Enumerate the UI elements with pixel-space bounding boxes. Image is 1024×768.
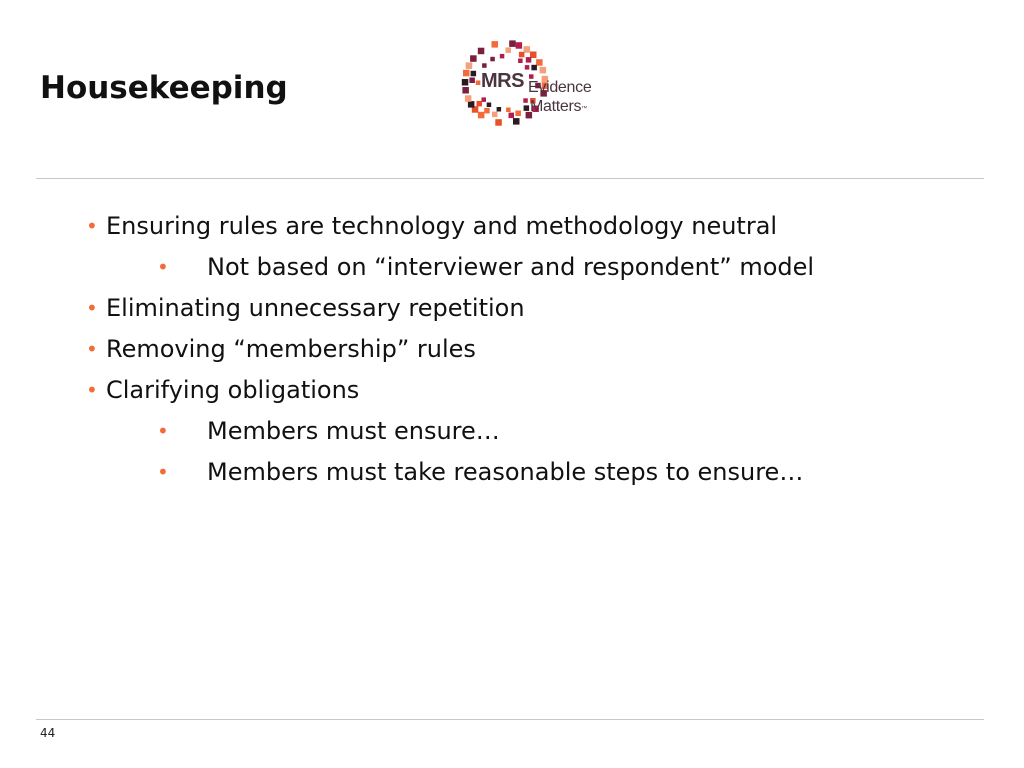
- logo-tagline-line2: [530, 98, 587, 116]
- bullet-marker: •: [157, 255, 169, 279]
- logo-mosaic-tile: [492, 41, 499, 48]
- logo-mosaic-tile: [497, 107, 502, 112]
- logo-mosaic-tile: [509, 113, 515, 119]
- bullet-marker: •: [86, 337, 98, 361]
- logo-mosaic-tile: [477, 101, 483, 107]
- logo-mosaic-tile: [515, 111, 521, 117]
- logo-mosaic-tile: [490, 57, 495, 62]
- bullet-item: [0, 289, 1024, 330]
- bullet-marker: •: [86, 214, 98, 238]
- bullet-text: Members must ensure…: [207, 417, 500, 445]
- logo-mosaic-tile: [513, 118, 520, 125]
- logo-tagline-line1: Evidence: [528, 79, 592, 96]
- logo-mosaic-tile: [478, 112, 485, 119]
- logo-mosaic-tile: [469, 78, 475, 84]
- bullet-marker: •: [86, 378, 98, 402]
- logo-mosaic-tile: [470, 55, 477, 62]
- bullet-text: Clarifying obligations: [106, 376, 360, 404]
- logo-tagline-line2-text: Matters: [530, 98, 582, 115]
- logo-mosaic-tile: [484, 108, 490, 114]
- logo-mosaic-tile: [523, 98, 528, 103]
- logo-mosaic-tile: [530, 52, 537, 59]
- logo-mosaic-tile: [468, 101, 475, 108]
- logo-mosaic-tile: [509, 40, 516, 47]
- bullet-text: Eliminating unnecessary repetition: [106, 294, 525, 322]
- logo-mosaic-tile: [462, 87, 469, 94]
- header-divider: [36, 178, 984, 179]
- logo-wordmark: MRS: [481, 70, 524, 92]
- bullet-text: Members must take reasonable steps to ensure…: [207, 458, 804, 486]
- logo-mosaic-tile: [482, 63, 487, 68]
- logo-mosaic-tile: [487, 103, 492, 108]
- logo-mosaic-tile: [466, 62, 473, 69]
- slide-title: Housekeeping: [40, 70, 288, 106]
- bullet-item: [0, 330, 1024, 371]
- page-number: 44: [40, 726, 56, 740]
- logo-mosaic-tile: [531, 65, 537, 71]
- logo-mosaic-tile: [526, 57, 532, 63]
- bullet-item: [0, 248, 1024, 289]
- logo-mosaic-tile: [465, 95, 472, 102]
- bullet-item: [0, 453, 1024, 494]
- logo-mosaic-tile: [524, 46, 531, 53]
- logo-mosaic-tile: [476, 81, 481, 86]
- logo-trademark: ™: [581, 106, 587, 112]
- logo-mosaic-tile: [462, 79, 469, 86]
- bullet-marker: •: [86, 296, 98, 320]
- bullet-marker: •: [157, 419, 169, 443]
- logo-mosaic-tile: [518, 59, 523, 64]
- logo-mosaic-tile: [524, 105, 530, 111]
- bullet-marker: •: [157, 460, 169, 484]
- logo-mosaic-tile: [463, 70, 470, 77]
- logo-mosaic-tile: [525, 65, 530, 70]
- bullet-item: [0, 412, 1024, 453]
- logo-mosaic-tile: [516, 42, 523, 49]
- logo-mosaic-tile: [519, 52, 525, 58]
- bullet-item: [0, 371, 1024, 412]
- logo-mosaic-tile: [495, 119, 502, 126]
- logo-mosaic-tile: [478, 48, 485, 55]
- footer-divider: [36, 719, 984, 720]
- logo-mosaic-tile: [500, 54, 505, 59]
- logo-mosaic-tile: [506, 108, 511, 113]
- logo-mosaic-tile: [506, 47, 512, 53]
- bullet-text: Not based on “interviewer and respondent” model: [207, 253, 815, 281]
- mrs-evidence-matters-logo: [460, 38, 620, 128]
- bullet-text: Removing “membership” rules: [106, 335, 476, 363]
- logo-mosaic-tile: [482, 97, 487, 102]
- logo-mosaic-tile: [540, 67, 547, 74]
- logo-mosaic-tile: [492, 112, 498, 118]
- bullet-item: [0, 207, 1024, 248]
- logo-mosaic-tile: [536, 59, 543, 65]
- bullet-text: Ensuring rules are technology and methodology neutral: [106, 212, 778, 240]
- bullet-list: [0, 207, 1024, 494]
- logo-mosaic-tile: [471, 71, 477, 77]
